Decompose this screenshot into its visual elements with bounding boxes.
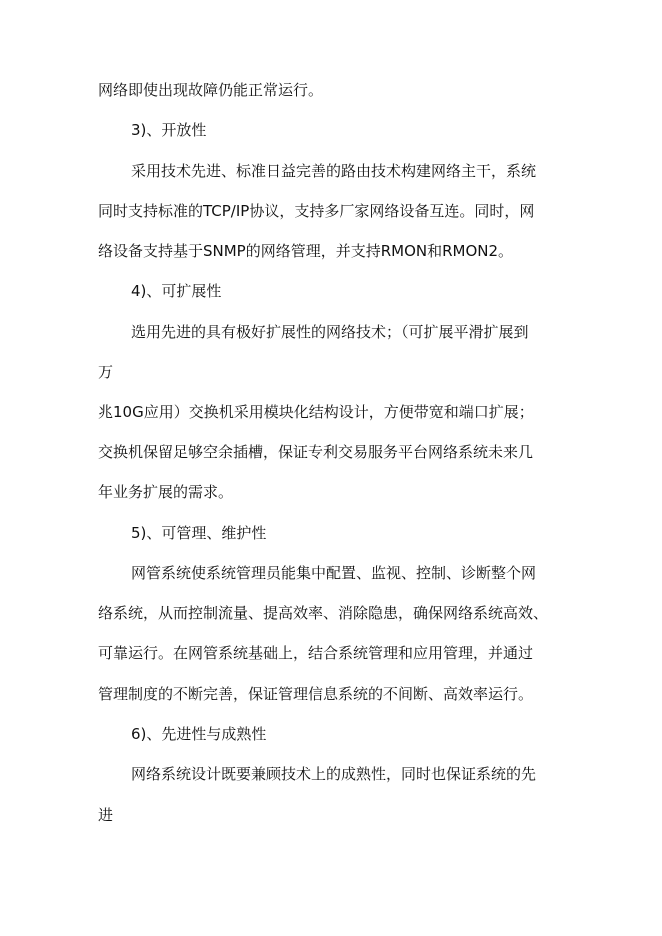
text-line: 进 bbox=[98, 806, 114, 824]
text-line: 络设备支持基于SNMP的网络管理，并支持RMON和RMON2。 bbox=[98, 242, 514, 260]
text-line: 网络系统设计既要兼顾技术上的成熟性，同时也保证系统的先 bbox=[131, 765, 537, 783]
text-line: 同时支持标准的TCP/IP协议，支持多厂家网络设备互连。同时，网 bbox=[98, 202, 535, 220]
section-heading: 4)、可扩展性 bbox=[131, 282, 222, 300]
text-line: 网管系统使系统管理员能集中配置、监视、控制、诊断整个网 bbox=[131, 564, 537, 582]
text-line: 交换机保留足够空余插槽，保证专利交易服务平台网络系统未来几 bbox=[98, 443, 534, 461]
section-heading: 6)、先进性与成熟性 bbox=[131, 725, 267, 743]
text-line: 络系统，从而控制流量、提高效率、消除隐患，确保网络系统高效、 bbox=[98, 604, 549, 622]
text-line: 可靠运行。在网管系统基础上，结合系统管理和应用管理，并通过 bbox=[98, 644, 534, 662]
text-line: 万 bbox=[98, 363, 114, 381]
section-heading: 5)、可管理、维护性 bbox=[131, 524, 267, 542]
text-line: 网络即使出现故障仍能正常运行。 bbox=[98, 81, 324, 99]
section-heading: 3)、开放性 bbox=[131, 121, 207, 139]
text-line: 年业务扩展的需求。 bbox=[98, 483, 234, 501]
text-line: 兆10G应用）交换机采用模块化结构设计，方便带宽和端口扩展； bbox=[98, 403, 534, 421]
text-line: 采用技术先进、标准日益完善的路由技术构建网络主干，系统 bbox=[131, 162, 537, 180]
text-line: 管理制度的不断完善，保证管理信息系统的不间断、高效率运行。 bbox=[98, 685, 534, 703]
text-line: 选用先进的具有极好扩展性的网络技术；（可扩展平滑扩展到 bbox=[131, 323, 529, 341]
